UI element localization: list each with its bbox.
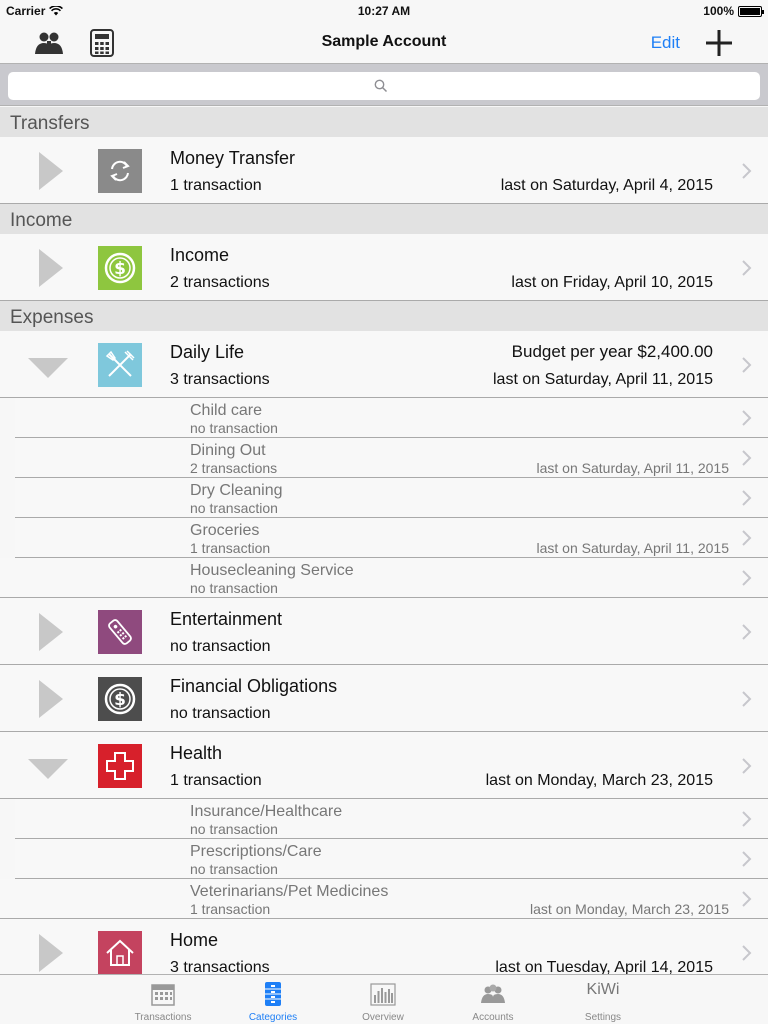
budget-label: Budget per year $2,400.00 (511, 342, 713, 361)
subcategory-row[interactable] (15, 438, 768, 478)
remote-control-icon (98, 610, 142, 654)
chevron-right-icon (742, 450, 752, 466)
section-header-expenses: Expenses (0, 301, 768, 331)
last-transaction-date: last on Saturday, April 11, 2015 (536, 540, 729, 556)
tab-transactions[interactable] (108, 975, 218, 1024)
tab-label: Settings (584, 1012, 622, 1023)
page-title: Sample Account (321, 33, 447, 50)
transaction-count: no transaction (190, 500, 278, 516)
house-icon (98, 931, 142, 974)
transaction-count: 3 transactions (170, 959, 270, 974)
bar-chart-icon (370, 981, 396, 1007)
chevron-right-icon (742, 945, 752, 961)
subcategory-name: Dining Out (190, 442, 266, 459)
battery-icon (738, 6, 762, 17)
subcategory-name: Insurance/Healthcare (190, 803, 343, 820)
category-name: Home (170, 930, 219, 950)
category-name: Daily Life (170, 342, 245, 362)
subcategory-row[interactable] (0, 558, 768, 598)
add-icon[interactable] (704, 28, 734, 58)
medical-cross-icon (98, 744, 142, 788)
subcategory-row[interactable] (15, 478, 768, 518)
search-input[interactable] (8, 72, 760, 100)
category-row-entertainment[interactable] (0, 598, 768, 665)
subcategory-name: Housecleaning Service (190, 562, 354, 579)
category-name: Money Transfer (170, 148, 296, 168)
collapse-triangle-icon[interactable] (28, 351, 68, 391)
subcategory-row[interactable] (15, 839, 768, 879)
chevron-right-icon (742, 758, 752, 774)
category-name: Entertainment (170, 609, 283, 629)
category-row-health[interactable] (0, 732, 768, 799)
transaction-count: 3 transactions (170, 371, 270, 388)
search-icon (374, 79, 388, 93)
fork-knife-icon (98, 343, 142, 387)
chevron-right-icon (742, 530, 752, 546)
chevron-right-icon (742, 260, 752, 276)
category-row-daily-life[interactable] (0, 331, 768, 398)
section-header-transfers: Transfers (0, 107, 768, 137)
subcategory-name: Child care (190, 402, 263, 419)
expand-triangle-icon[interactable] (28, 151, 68, 191)
last-transaction-date: last on Monday, March 23, 2015 (485, 772, 713, 789)
tab-overview[interactable] (328, 975, 438, 1024)
section-header-income: Income (0, 204, 768, 234)
navigation-bar (0, 22, 768, 64)
category-list[interactable] (0, 107, 768, 974)
subcategory-row[interactable] (15, 398, 768, 438)
tab-bar (0, 974, 768, 1024)
subcategory-row[interactable] (15, 518, 768, 558)
category-name: Health (170, 743, 223, 763)
clock: 10:27 AM (357, 4, 411, 18)
category-row-home[interactable] (0, 919, 768, 974)
transfer-icon (98, 149, 142, 193)
last-transaction-date: last on Saturday, April 11, 2015 (536, 460, 729, 476)
last-transaction-date: last on Friday, April 10, 2015 (511, 274, 713, 291)
transaction-count: no transaction (190, 861, 278, 877)
expand-triangle-icon[interactable] (28, 248, 68, 288)
status-bar (0, 0, 768, 22)
transaction-count: 2 transactions (170, 274, 270, 291)
subcategory-name: Prescriptions/Care (190, 843, 322, 860)
tab-label: Overview (362, 1012, 404, 1023)
expand-triangle-icon[interactable] (28, 679, 68, 719)
chevron-right-icon (742, 490, 752, 506)
transaction-count: 1 transaction (190, 901, 271, 917)
chevron-right-icon (742, 357, 752, 373)
svg-text:$: $ (114, 690, 126, 710)
transaction-count: no transaction (170, 638, 271, 655)
edit-button[interactable]: Edit (650, 33, 680, 52)
subcategory-name: Veterinarians/Pet Medicines (190, 883, 389, 900)
transaction-count: 1 transaction (190, 540, 271, 556)
category-name: Income (170, 245, 230, 265)
chevron-right-icon (742, 624, 752, 640)
expand-triangle-icon[interactable] (28, 612, 68, 652)
collapse-triangle-icon[interactable] (28, 752, 68, 792)
tab-accounts[interactable] (438, 975, 548, 1024)
tab-categories[interactable] (218, 975, 328, 1024)
transaction-count: 2 transactions (190, 460, 278, 476)
transaction-count: 1 transaction (170, 177, 262, 194)
category-name: Financial Obligations (170, 676, 338, 696)
chevron-right-icon (742, 851, 752, 867)
tab-label: Accounts (472, 1012, 514, 1023)
categories-icon (260, 981, 286, 1007)
users-icon (480, 981, 506, 1007)
transaction-count: no transaction (190, 420, 278, 436)
dollar-coin-icon (98, 677, 142, 721)
category-row-money-transfer[interactable] (0, 137, 768, 204)
chevron-right-icon (742, 691, 752, 707)
expand-triangle-icon[interactable] (28, 933, 68, 973)
subcategory-row[interactable] (0, 879, 768, 919)
last-transaction-date: last on Monday, March 23, 2015 (530, 901, 729, 917)
chevron-right-icon (742, 811, 752, 827)
income-dollar-icon (98, 246, 142, 290)
subcategory-name: Dry Cleaning (190, 482, 283, 499)
chevron-right-icon (742, 570, 752, 586)
carrier-label: Carrier (6, 4, 46, 18)
chevron-right-icon (742, 410, 752, 426)
transaction-count: no transaction (190, 580, 278, 596)
subcategory-name: Groceries (190, 522, 260, 539)
tab-settings[interactable] (548, 975, 658, 1024)
chevron-right-icon (742, 891, 752, 907)
last-transaction-date: last on Saturday, April 4, 2015 (500, 177, 713, 194)
tab-label: Transactions (134, 1012, 192, 1023)
category-row-income[interactable] (0, 234, 768, 301)
search-bar (0, 64, 768, 106)
category-row-financial-obligations[interactable] (0, 665, 768, 732)
last-transaction-date: last on Saturday, April 11, 2015 (493, 371, 713, 388)
subcategory-row[interactable] (15, 799, 768, 839)
svg-text:$: $ (114, 259, 126, 279)
tab-label: Categories (248, 1012, 298, 1023)
battery (703, 4, 762, 18)
chevron-right-icon (742, 163, 752, 179)
battery-percent: 100% (703, 4, 734, 18)
kiwi-icon: KiWi (586, 981, 620, 998)
calendar-icon (150, 981, 176, 1007)
transaction-count: no transaction (190, 821, 278, 837)
transaction-count: 1 transaction (170, 772, 262, 789)
last-transaction-date: last on Tuesday, April 14, 2015 (495, 959, 713, 974)
transaction-count: no transaction (170, 705, 271, 722)
